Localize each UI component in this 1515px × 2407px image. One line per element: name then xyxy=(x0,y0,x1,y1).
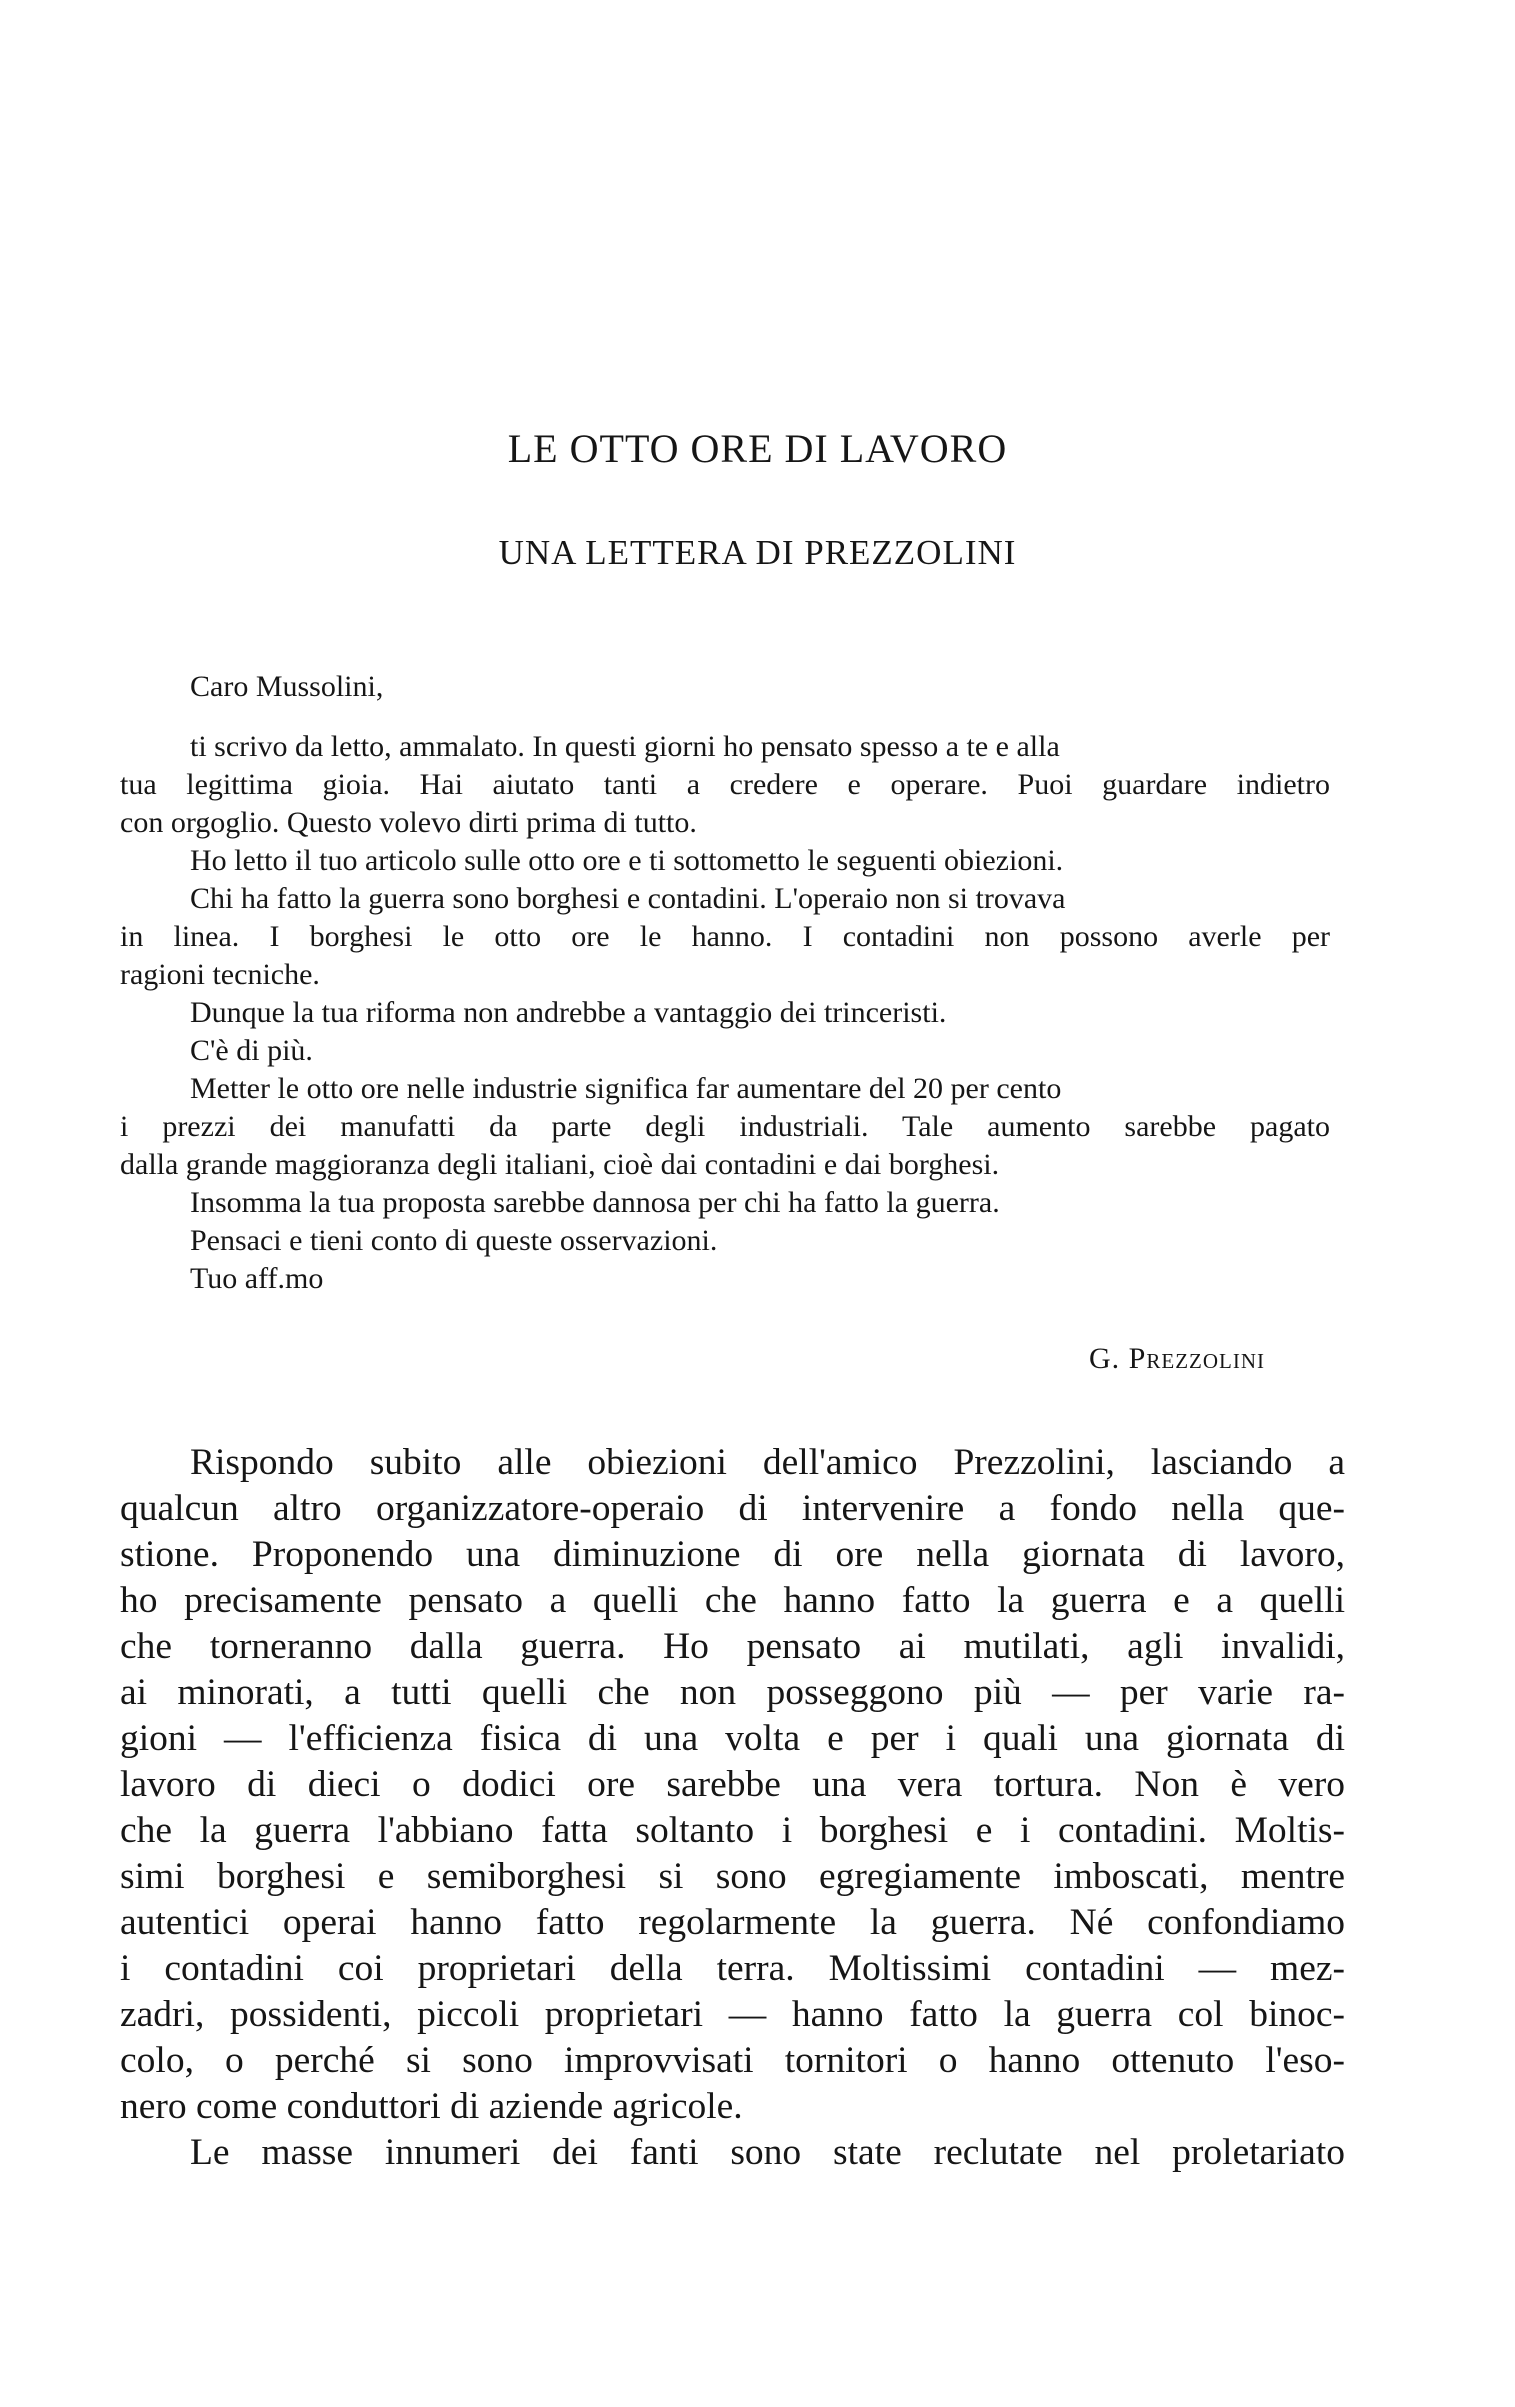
reply-line: i contadini coi proprietari della terra. Moltissimi contadini — mez- xyxy=(120,1948,1345,1989)
letter-line: con orgoglio. Questo volevo dirti prima di tutto. xyxy=(120,806,697,839)
reply-line: colo, o perché si sono improvvisati tornitori o hanno ottenuto l'eso- xyxy=(120,2040,1345,2081)
reply-line: Le masse innumeri dei fanti sono state reclutate nel proletariato xyxy=(190,2132,1345,2173)
reply-line: Rispondo subito alle obiezioni dell'amico Prezzolini, lasciando a xyxy=(190,1442,1345,1483)
letter-line: Dunque la tua riforma non andrebbe a vantaggio dei trinceristi. xyxy=(190,996,947,1029)
letter-line: ti scrivo da letto, ammalato. In questi giorni ho pensato spesso a te e alla xyxy=(190,730,1060,763)
letter-line: Ho letto il tuo articolo sulle otto ore e ti sottometto le seguenti obiezioni. xyxy=(190,844,1064,877)
reply-line: gioni — l'efficienza fisica di una volta e per i quali una giornata di xyxy=(120,1718,1345,1759)
reply-line: simi borghesi e semiborghesi si sono egregiamente imboscati, mentre xyxy=(120,1856,1345,1897)
reply-line: qualcun altro organizzatore-operaio di intervenire a fondo nella que- xyxy=(120,1488,1345,1529)
letter-signature xyxy=(0,1342,1265,1376)
letter-line: i prezzi dei manufatti da parte degli industriali. Tale aumento sarebbe pagato xyxy=(120,1110,1330,1143)
reply-line: stione. Proponendo una diminuzione di ore nella giornata di lavoro, xyxy=(120,1534,1345,1575)
reply-line: che la guerra l'abbiano fatta soltanto i borghesi e i contadini. Moltis- xyxy=(120,1810,1345,1851)
reply-line: ai minorati, a tutti quelli che non posseggono più — per varie ra- xyxy=(120,1672,1345,1713)
signature-initial: G. xyxy=(1089,1342,1129,1375)
letter-line: dalla grande maggioranza degli italiani, cioè dai contadini e dai borghesi. xyxy=(120,1148,1000,1181)
signature-name: Prezzolini xyxy=(1128,1342,1265,1375)
reply-line: che torneranno dalla guerra. Ho pensato ai mutilati, agli invalidi, xyxy=(120,1626,1345,1667)
letter-closing: Tuo aff.mo xyxy=(190,1262,324,1295)
reply-line: nero come conduttori di aziende agricole. xyxy=(120,2086,743,2127)
letter-line: Metter le otto ore nelle industrie significa far aumentare del 20 per cento xyxy=(190,1072,1062,1105)
reply-line: lavoro di dieci o dodici ore sarebbe una vera tortura. Non è vero xyxy=(120,1764,1345,1805)
reply-line: ho precisamente pensato a quelli che hanno fatto la guerra e a quelli xyxy=(120,1580,1345,1621)
article-title: LE OTTO ORE DI LAVORO xyxy=(507,426,1008,471)
reply-line: autentici operai hanno fatto regolarmente la guerra. Né confondiamo xyxy=(120,1902,1345,1943)
letter-line: tua legittima gioia. Hai aiutato tanti a credere e operare. Puoi guardare indietro xyxy=(120,768,1330,801)
article-subtitle: UNA LETTERA DI PREZZOLINI xyxy=(498,533,1017,572)
letter-line: Pensaci e tieni conto di queste osservazioni. xyxy=(190,1224,718,1257)
letter-line: Chi ha fatto la guerra sono borghesi e contadini. L'operaio non si trovava xyxy=(190,882,1066,915)
reply-line: zadri, possidenti, piccoli proprietari — hanno fatto la guerra col binoc- xyxy=(120,1994,1345,2035)
letter-salutation: Caro Mussolini, xyxy=(190,670,384,703)
letter-line: in linea. I borghesi le otto ore le hanno. I contadini non possono averle per xyxy=(120,920,1330,953)
letter-line: C'è di più. xyxy=(190,1034,313,1067)
letter-line: Insomma la tua proposta sarebbe dannosa per chi ha fatto la guerra. xyxy=(190,1186,1000,1219)
letter-line: ragioni tecniche. xyxy=(120,958,320,991)
